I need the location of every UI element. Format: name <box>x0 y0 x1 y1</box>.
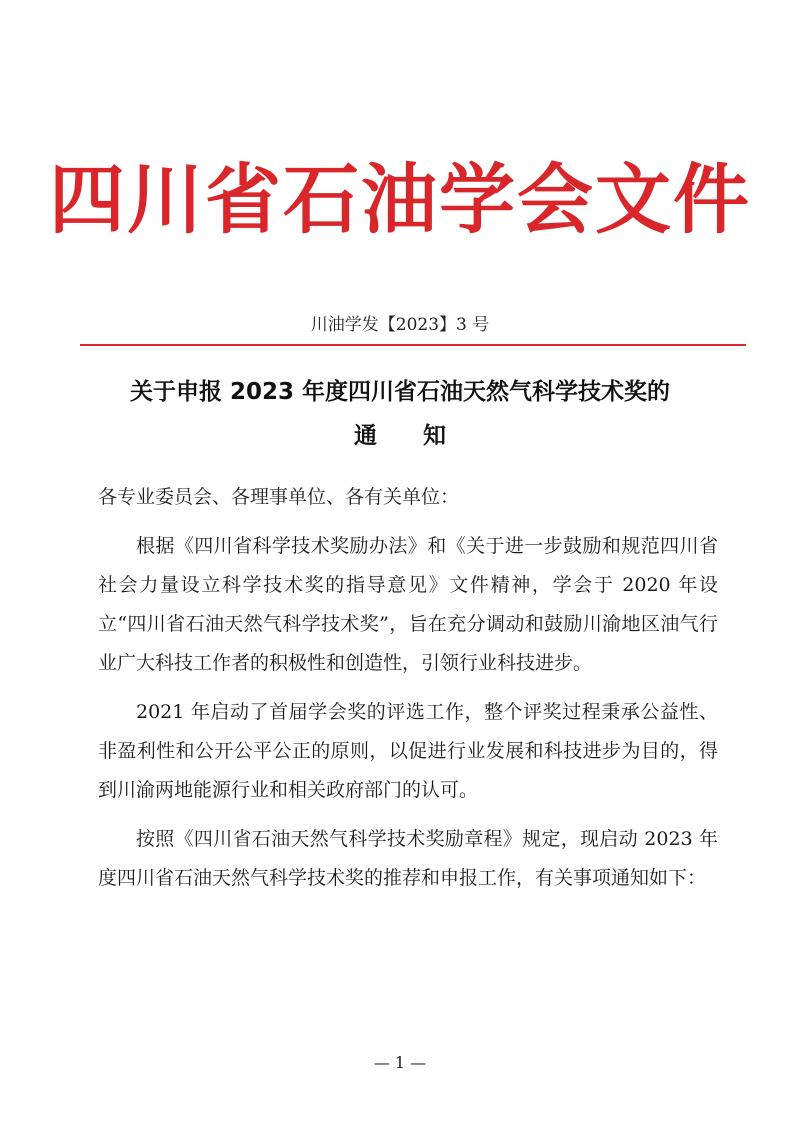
notice-title <box>60 370 740 458</box>
document-header-title: 四川省石油学会文件 <box>49 155 751 244</box>
header-divider <box>80 344 746 346</box>
paragraph: 根据《四川省科学技术奖励办法》和《关于进一步鼓励和规范四川省社会力量设立科学技术奖的指导意见》文件精神，学会于 2020 年设立“四川省石油天然气科学技术奖”，旨在充分调动和鼓励川渝地区油气行业广大科技工作者的积极性和创造性，引领行业科技进步。 <box>98 535 718 674</box>
paragraph: 2021 年启动了首届学会奖的评选工作，整个评奖过程秉承公益性、非盈利性和公开公平公正的原则，以促进行业发展和科技进步为目的，得到川渝两地能源行业和相关政府部门的认可。 <box>98 701 718 801</box>
document-number: 川油学发【2023】3 号 <box>310 315 490 335</box>
document-body <box>98 478 718 908</box>
paragraph: 按照《四川省石油天然气科学技术奖励章程》规定，现启动 2023 年度四川省石油天然气科学技术奖的推荐和申报工作，有关事项通知如下： <box>98 828 718 889</box>
notice-title-line2: 通知 <box>354 423 492 449</box>
salutation: 各专业委员会、各理事单位、各有关单位： <box>98 486 460 508</box>
notice-title-line1: 关于申报 2023 年度四川省石油天然气科学技术奖的 <box>129 379 671 405</box>
page-number: — 1 — <box>373 1053 427 1072</box>
